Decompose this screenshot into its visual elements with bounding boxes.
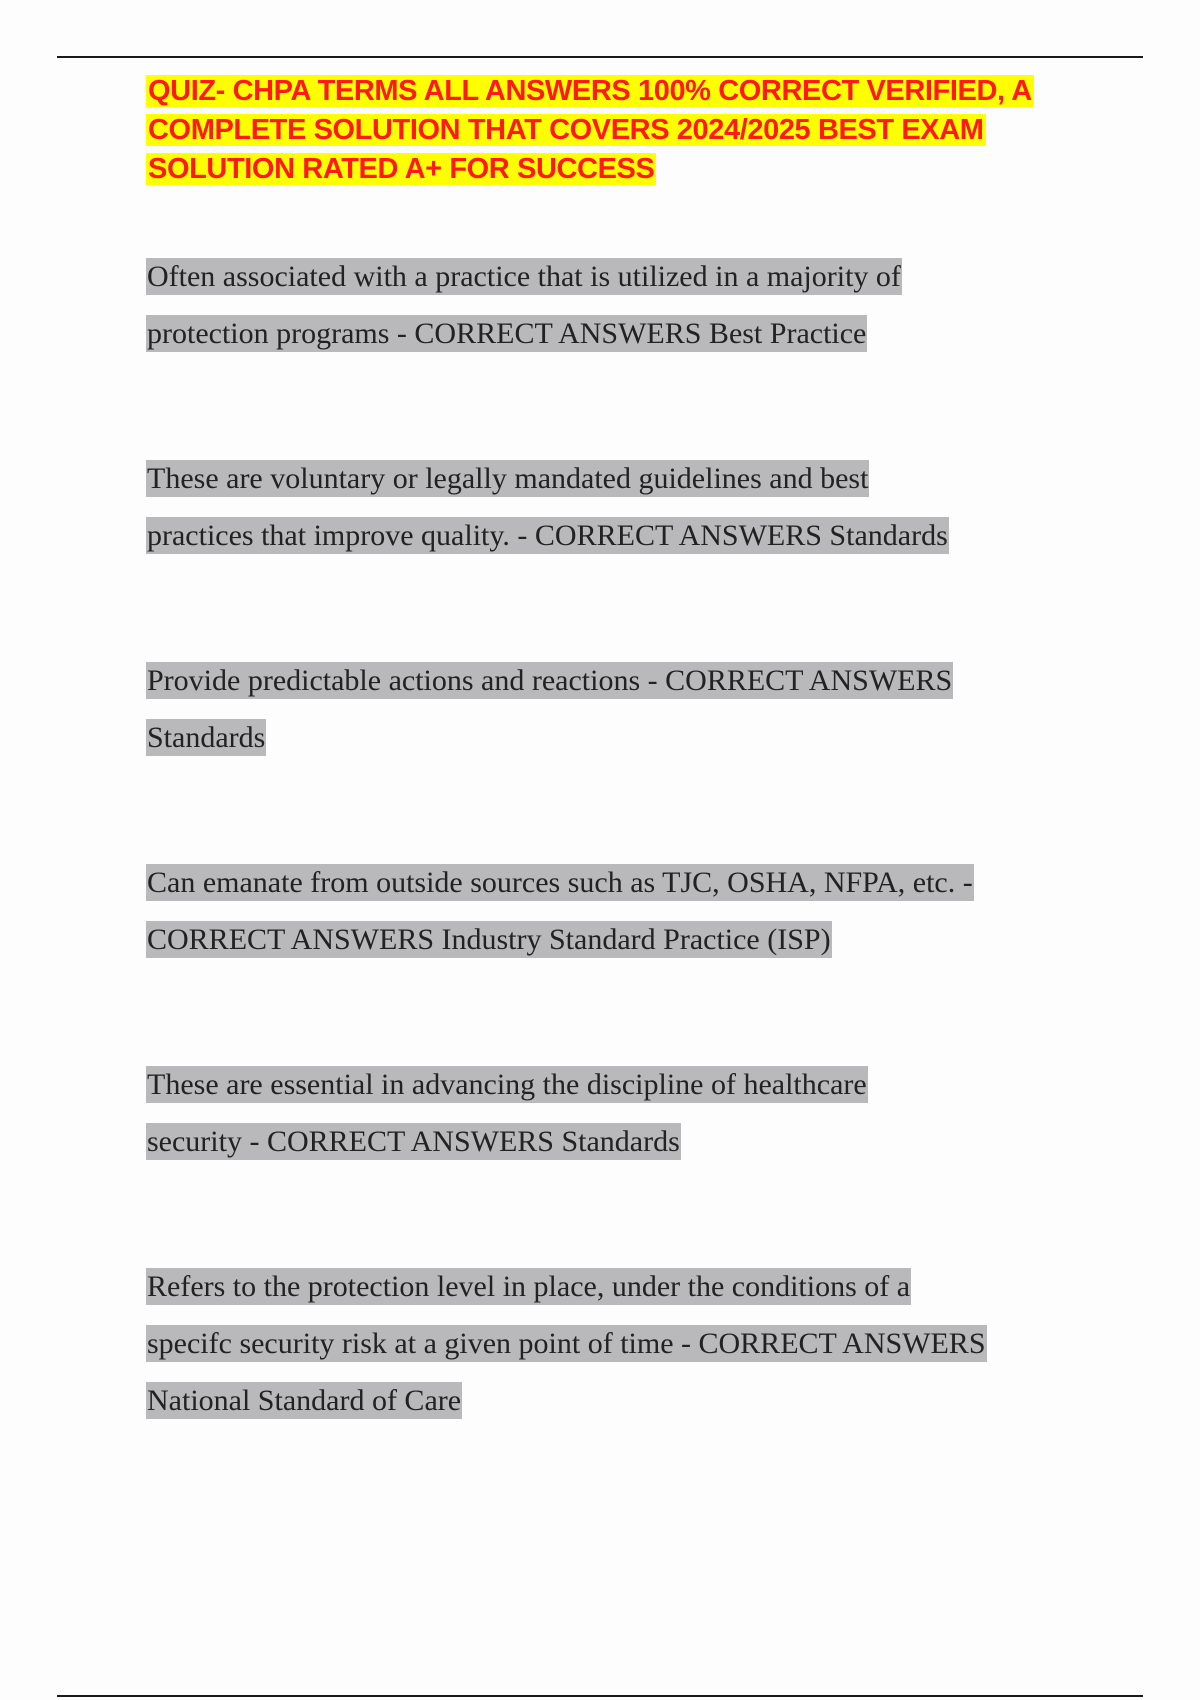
qa-line: National Standard of Care — [147, 1384, 462, 1417]
title-line: SOLUTION RATED A+ FOR SUCCESS — [148, 153, 655, 185]
title-line: COMPLETE SOLUTION THAT COVERS 2024/2025 BEST EXAM — [148, 114, 984, 146]
qa-line: Often associated with a practice that is utilized in a majority of — [147, 260, 901, 293]
qa-line: specifc security risk at a given point of time - CORRECT ANSWERS — [147, 1327, 986, 1360]
qa-line: Standards — [147, 721, 266, 754]
qa-line: These are essential in advancing the discipline of healthcare — [147, 1068, 867, 1101]
document-title — [146, 72, 1032, 189]
qa-line: CORRECT ANSWERS Industry Standard Practice (ISP) — [147, 923, 831, 956]
qa-item — [146, 1258, 1076, 1460]
qa-line: protection programs - CORRECT ANSWERS Best Practice — [147, 317, 867, 350]
qa-line: security - CORRECT ANSWERS Standards — [147, 1125, 680, 1158]
qa-list — [146, 248, 1076, 1460]
qa-item — [146, 450, 1076, 652]
bottom-rule — [57, 1695, 1143, 1697]
qa-line: practices that improve quality. - CORRECT ANSWERS Standards — [147, 519, 948, 552]
qa-line: Provide predictable actions and reactions - CORRECT ANSWERS — [147, 664, 953, 697]
qa-item — [146, 652, 1076, 854]
qa-line: These are voluntary or legally mandated guidelines and best — [147, 462, 869, 495]
title-line: QUIZ- CHPA TERMS ALL ANSWERS 100% CORRECT VERIFIED, A — [148, 75, 1032, 107]
qa-item — [146, 248, 1076, 450]
qa-item — [146, 854, 1076, 1056]
qa-item — [146, 1056, 1076, 1258]
qa-line: Refers to the protection level in place, under the conditions of a — [147, 1270, 911, 1303]
top-rule — [57, 56, 1143, 58]
qa-line: Can emanate from outside sources such as TJC, OSHA, NFPA, etc. - — [147, 866, 973, 899]
